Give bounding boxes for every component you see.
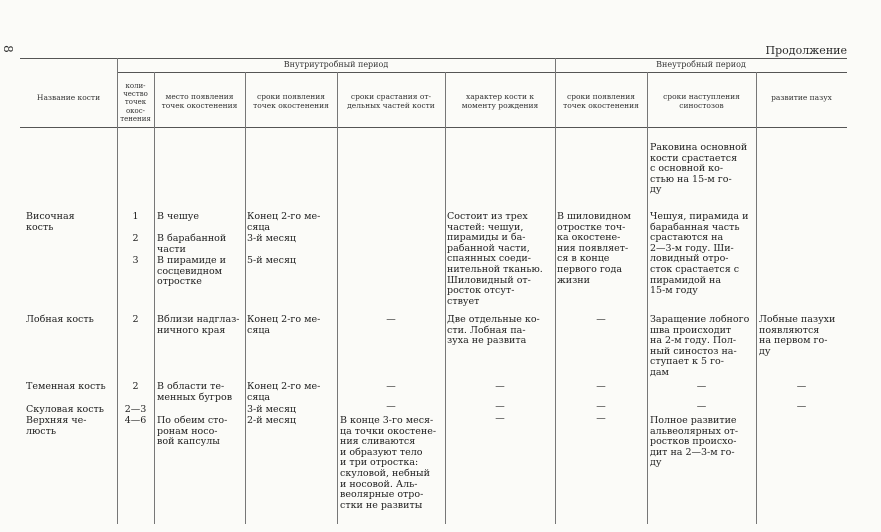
zygomatic-character: — [495, 401, 505, 412]
continuation-label: Продолжение [765, 44, 847, 57]
parietal-time: Конец 2-го ме- сяца [247, 381, 321, 403]
parietal-count: 2 [132, 381, 139, 392]
temporal-count-2: 2 [132, 233, 139, 244]
temporal-character: Состоит из трех частей: чешуи, пирамиды и ба- рабанной части, спаянных соеди- нительной тканью. Шиловидный от- росток отсут- ствует [447, 211, 543, 307]
parietal-place: В области те- менных бугров [157, 381, 233, 403]
col-divider [555, 58, 556, 524]
intro-synostosis-cell: Раковина основной кости срастается с основной ко- стью на 15-м го- ду [650, 142, 748, 196]
temporal-place-3: В пирамиде и сосцевидном отростке [157, 255, 226, 288]
temporal-place-1: В чешуе [157, 211, 199, 222]
frontal-character: Две отдельные ко- сти. Лобная па- зуха не развита [447, 314, 540, 347]
header-post-appear: сроки появления точек окостенения [563, 92, 639, 110]
header-place: место появления точек окостенения [161, 92, 238, 110]
frontal-synostosis: Заращение лобного шва происходит на 2-м году. Пол- ный синостоз на- ступает к 5 го- дам [650, 314, 750, 378]
header-postnatal: Внеутробный период [656, 60, 746, 69]
header-count: коли- чество точек окос- тенения [120, 82, 151, 123]
col-divider [647, 72, 648, 524]
header-bottom-rule [20, 127, 847, 128]
maxilla-synostosis: Полное развитие альвеолярных от- ростков происхо- дит на 2—3-м го- ду [650, 415, 739, 469]
zygomatic-time: 3-й месяц [247, 404, 297, 415]
col-divider [154, 72, 155, 524]
temporal-synostosis: Чешуя, пирамида и барабанная часть срастаются на 2—3-м году. Ши- ловидный отро- сток срастается с пирамидой на 15-м году [650, 211, 749, 297]
zygomatic-fusion: — [386, 401, 396, 412]
period-rule [117, 72, 847, 73]
frontal-post-appear: — [596, 314, 606, 325]
frontal-name: Лобная кость [26, 314, 94, 325]
page-number: 8 [0, 45, 15, 53]
maxilla-count: 4—6 [124, 415, 147, 426]
zygomatic-count: 2—3 [124, 404, 147, 415]
header-time-appear: сроки появления точек окостенения [253, 92, 329, 110]
maxilla-character: — [495, 413, 505, 424]
parietal-sinus: — [796, 381, 807, 392]
temporal-time-3: 5-й месяц [247, 255, 297, 266]
parietal-fusion: — [386, 381, 396, 392]
header-sinus: развитие пазух [771, 93, 832, 102]
temporal-name: Височная кость [26, 211, 75, 233]
parietal-name: Теменная кость [26, 381, 106, 392]
header-bone-name: Название кости [36, 93, 101, 102]
maxilla-place: По обеим сто- ронам носо- вой капсулы [157, 415, 228, 448]
frontal-fusion: — [386, 314, 396, 325]
temporal-count-1: 1 [132, 211, 139, 222]
zygomatic-name: Скуловая кость [26, 404, 104, 415]
col-divider [337, 72, 338, 524]
temporal-post-appear: В шиловидном отростке точ- ка окостене- ния появляет- ся в конце первого года жизни [557, 211, 631, 286]
header-fusion-parts: сроки срастания от- дельных частей кости [347, 92, 435, 110]
frontal-count: 2 [132, 314, 139, 325]
zygomatic-synostosis: — [696, 401, 707, 412]
temporal-place-2: В барабанной части [157, 233, 227, 255]
maxilla-time: 2-й месяц [247, 415, 297, 426]
top-rule [20, 58, 847, 59]
col-divider [117, 58, 118, 524]
maxilla-name: Верхняя че- люсть [26, 415, 87, 437]
col-divider [445, 72, 446, 524]
header-prenatal: Внутриутробный период [283, 60, 389, 69]
zygomatic-post-appear: — [596, 401, 606, 412]
frontal-time: Конец 2-го ме- сяца [247, 314, 321, 336]
header-synostosis: сроки наступления синостозов [663, 92, 740, 110]
temporal-count-3: 3 [132, 255, 139, 266]
header-bone-character: характер кости к моменту рождения [461, 92, 539, 110]
col-divider [245, 72, 246, 524]
maxilla-fusion: В конце 3-го меся- ца точки окостене- ния сливаются и образуют тело и три отростка: скуловой, небный и носовой. Аль- веолярные отро- стки не развиты [340, 415, 437, 511]
parietal-synostosis: — [696, 381, 707, 392]
parietal-post-appear: — [596, 381, 606, 392]
frontal-place: Вблизи надглаз- ничного края [157, 314, 240, 336]
frontal-sinus: Лобные пазухи появляются на первом го- ду [759, 314, 836, 357]
temporal-time-2: 3-й месяц [247, 233, 297, 244]
parietal-character: — [495, 381, 505, 392]
zygomatic-sinus: — [796, 401, 807, 412]
temporal-time-1: Конец 2-го ме- сяца [247, 211, 321, 233]
maxilla-post-appear: — [596, 413, 606, 424]
col-divider [756, 72, 757, 524]
